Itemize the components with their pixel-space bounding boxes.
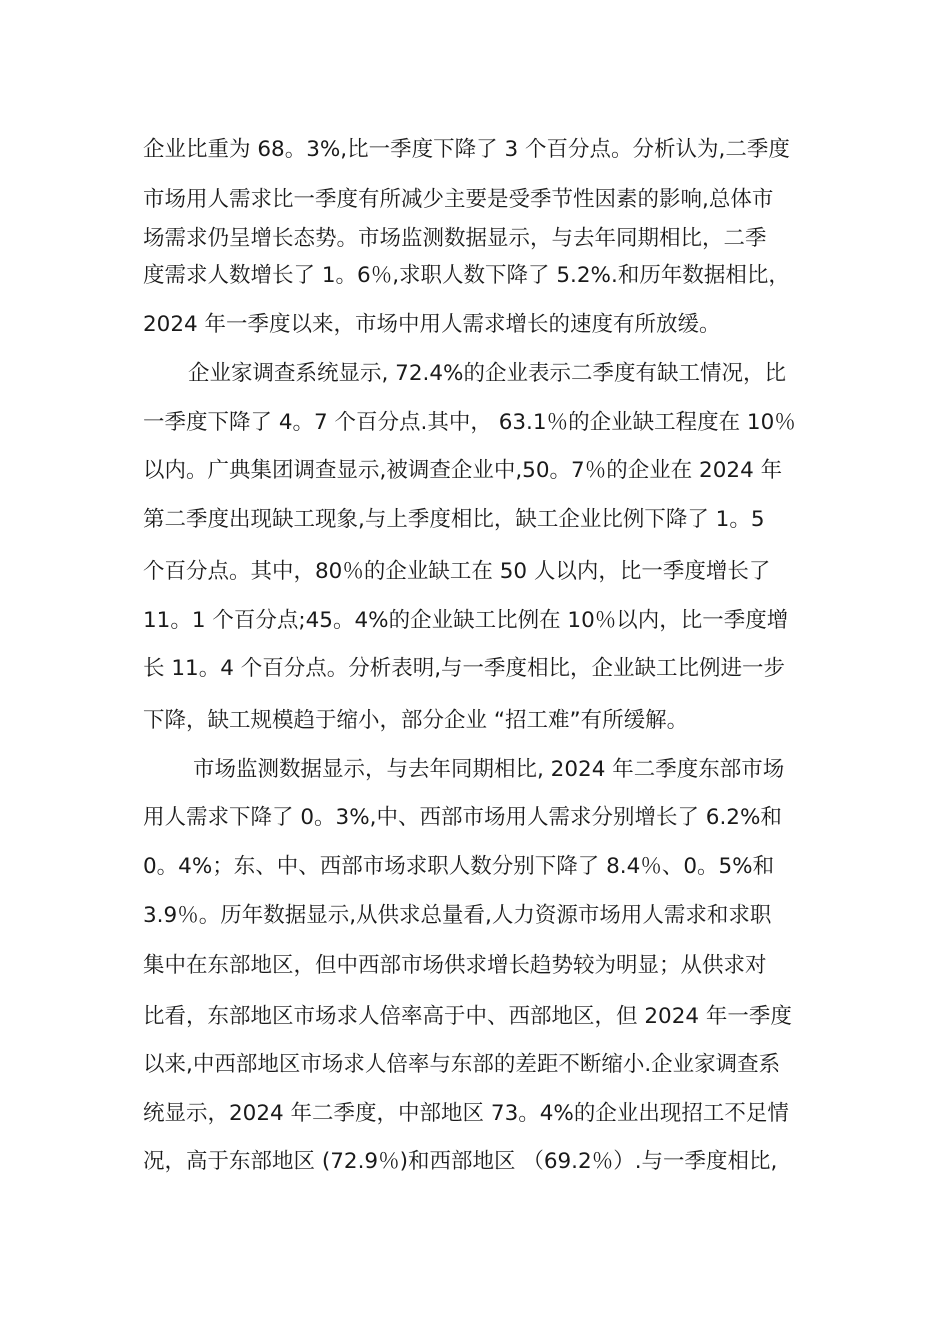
text-line: 企业比重为 68。3%,比一季度下降了 3 个百分点。分析认为,二季度 xyxy=(143,137,790,162)
text-line: 集中在东部地区，但中西部市场供求增长趋势较为明显；从供求对 xyxy=(143,953,767,978)
text-line: 2024 年一季度以来，市场中用人需求增长的速度有所放缓。 xyxy=(143,312,721,337)
text-line: 统显示，2024 年二季度，中部地区 73。4%的企业出现招工不足情 xyxy=(143,1101,789,1126)
text-line: 下降，缺工规模趋于缩小，部分企业 “招工难”有所缓解。 xyxy=(143,708,689,733)
text-line: 场需求仍呈增长态势。市场监测数据显示，与去年同期相比，二季 xyxy=(143,226,767,251)
text-line: 长 11。4 个百分点。分析表明,与一季度相比，企业缺工比例进一步 xyxy=(143,656,786,681)
text-line: 用人需求下降了 0。3%,中、西部市场用人需求分别增长了 6.2%和 xyxy=(143,805,782,830)
text-line: 第二季度出现缺工现象,与上季度相比，缺工企业比例下降了 1。5 xyxy=(143,507,765,532)
text-line: 以来,中西部地区市场求人倍率与东部的差距不断缩小.企业家调查系 xyxy=(143,1052,781,1077)
text-line: 3.9％。历年数据显示,从供求总量看,人力资源市场用人需求和求职 xyxy=(143,903,772,928)
text-line: 个百分点。其中，80％的企业缺工在 50 人以内，比一季度增长了 xyxy=(143,559,771,584)
text-line: 度需求人数增长了 1。6％,求职人数下降了 5.2%.和历年数据相比， xyxy=(143,263,790,288)
text-line: 市场用人需求比一季度有所减少主要是受季节性因素的影响,总体市 xyxy=(143,187,774,212)
text-line: 一季度下降了 4。7 个百分点.其中， 63.1％的企业缺工程度在 10％ xyxy=(143,410,796,435)
text-line: 以内。广典集团调查显示,被调查企业中,50。7％的企业在 2024 年 xyxy=(143,458,783,483)
text-line: 市场监测数据显示，与去年同期相比, 2024 年二季度东部市场 xyxy=(193,757,785,782)
text-line: 企业家调查系统显示, 72.4%的企业表示二季度有缺工情况，比 xyxy=(188,361,786,386)
text-line: 比看，东部地区市场求人倍率高于中、西部地区，但 2024 年一季度 xyxy=(143,1004,792,1029)
text-line: 况，高于东部地区 (72.9％)和西部地区 （69.2％）.与一季度相比, xyxy=(143,1149,778,1174)
text-line: 11。1 个百分点;45。4%的企业缺工比例在 10％以内，比一季度增 xyxy=(143,608,789,633)
text-line: 0。4%；东、中、西部市场求职人数分别下降了 8.4％、0。5%和 xyxy=(143,854,775,879)
